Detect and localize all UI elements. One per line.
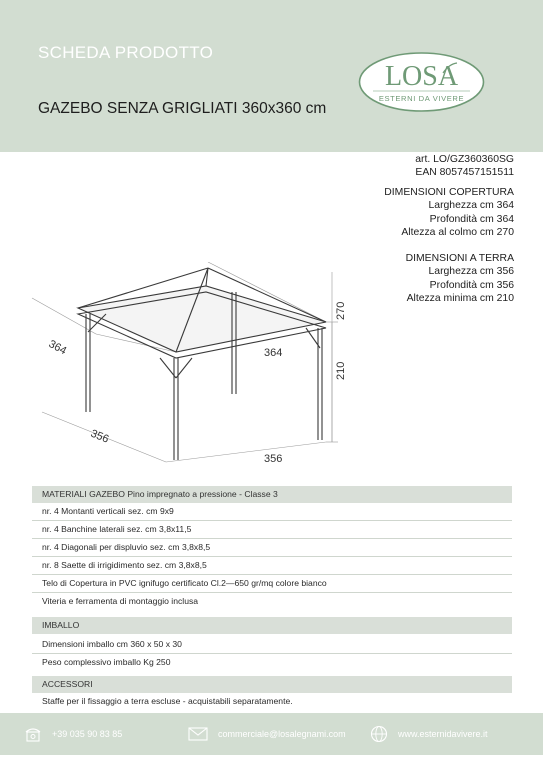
footer-bar — [0, 713, 543, 755]
accessories-row: Staffe per il fissaggio a terra escluse - acquistabili separatamente. — [42, 696, 293, 706]
footer-website[interactable]: www.esternidavivere.it — [370, 713, 488, 755]
materials-row: Telo di Copertura in PVC ignifugo certificato Cl.2—650 gr/mq colore bianco — [32, 575, 512, 593]
cover-dimensions-heading: DIMENSIONI COPERTURA — [384, 187, 514, 198]
cover-dimension-line: Larghezza cm 364 — [428, 200, 514, 212]
phone-icon — [24, 725, 42, 743]
logo-brand-text: LOSA — [384, 61, 459, 92]
ground-dimensions — [406, 252, 514, 306]
cover-dimension-line: Altezza al colmo cm 270 — [401, 227, 514, 239]
gazebo-drawing — [26, 262, 366, 472]
sheet-title: SCHEDA PRODOTTO — [38, 43, 214, 62]
base-depth-label: 356 — [88, 427, 111, 446]
materials-row: Viteria e ferramenta di montaggio inclusa — [42, 596, 199, 606]
materials-row: nr. 8 Saette di irrigidimento sez. cm 3,8x8,5 — [32, 557, 512, 575]
ground-dimension-line: Profondità cm 356 — [429, 279, 514, 291]
total-height-label: 270 — [335, 301, 347, 320]
materials-row: nr. 4 Diagonali per displuvio sez. cm 3,8x8,5 — [32, 539, 512, 557]
footer-phone[interactable]: +39 035 90 83 85 — [24, 713, 122, 755]
ean-code: EAN 8057457151511 — [415, 167, 514, 179]
cover-dimension-line: Profondità cm 364 — [429, 213, 514, 225]
product-name: GAZEBO SENZA GRIGLIATI 360x360 cm — [38, 100, 327, 117]
min-height-label: 210 — [335, 361, 347, 380]
footer-email[interactable]: commerciale@losalegnami.com — [188, 713, 346, 755]
materials-heading: MATERIALI GAZEBO Pino impregnato a pressione - Classe 3 — [32, 486, 512, 503]
ground-dimension-line: Altezza minima cm 210 — [406, 293, 514, 305]
materials-row: nr. 4 Montanti verticali sez. cm 9x9 — [32, 503, 512, 521]
globe-icon — [370, 725, 388, 743]
accessories-heading: ACCESSORI — [32, 676, 512, 693]
ground-dimensions-heading: DIMENSIONI A TERRA — [405, 253, 514, 264]
brand-logo — [357, 51, 486, 113]
materials-row: nr. 4 Banchine laterali sez. cm 3,8x11,5 — [32, 521, 512, 539]
packaging-row: Peso complessivo imballo Kg 250 — [42, 657, 171, 667]
mail-icon — [188, 727, 208, 741]
article-code: art. LO/GZ360360SG — [415, 154, 514, 165]
packaging-heading: IMBALLO — [32, 617, 512, 634]
product-codes — [415, 153, 514, 180]
roof-width-label: 364 — [264, 347, 283, 359]
logo-tagline-text: ESTERNI DA VIVERE — [378, 94, 465, 103]
base-width-label: 356 — [264, 453, 283, 465]
packaging-row: Dimensioni imballo cm 360 x 50 x 30 — [32, 636, 512, 654]
ground-dimension-line: Larghezza cm 356 — [428, 266, 514, 278]
roof-depth-label: 364 — [46, 338, 69, 358]
cover-dimensions — [384, 186, 514, 240]
